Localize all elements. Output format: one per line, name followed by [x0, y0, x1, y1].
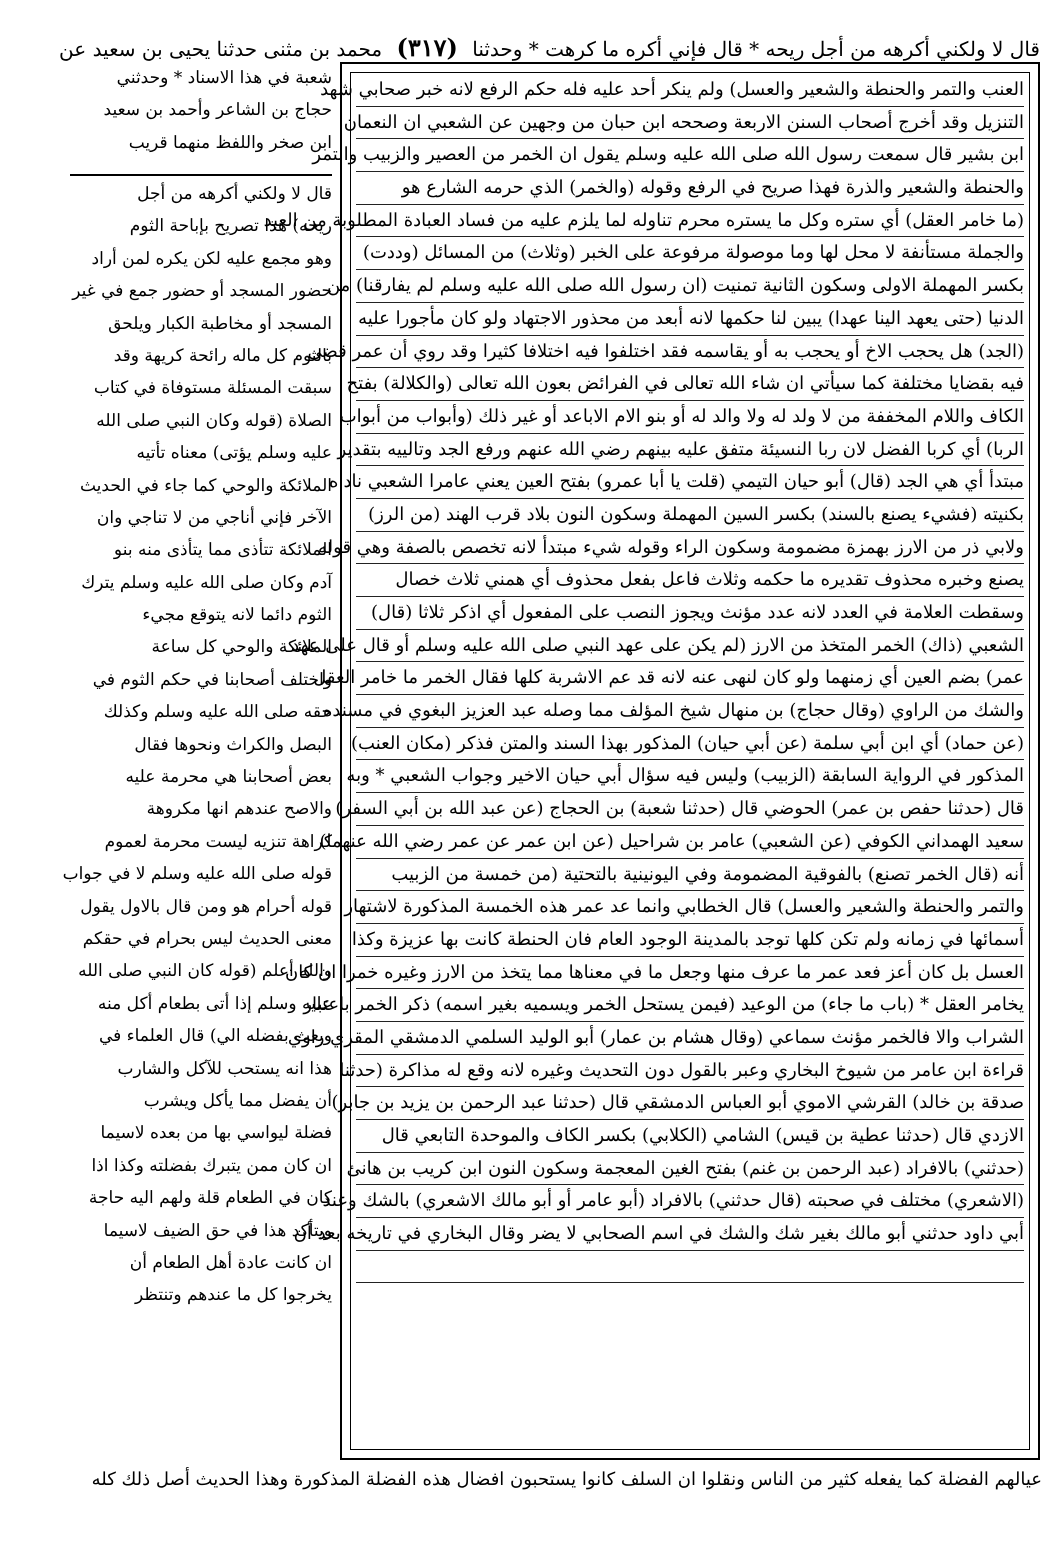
commentary-line: (حدثني) بالافراد (عبد الرحمن بن غنم) بفتح الغين المعجمة وسكون النون ابن كريب بن هانئ [356, 1153, 1024, 1186]
commentary-line: (الجد) هل يحجب الاخ أو يحجب به أو يقاسمه فقد اختلفوا فيه اختلافا كثيرا وقد روي أن عمر قضى [356, 336, 1024, 369]
hadith-line: شعبة في هذا الاسناد * وحدثني [116, 68, 332, 88]
side-commentary-line: حضور المسجد أو حضور جمع في غير [72, 281, 332, 302]
side-commentary-line: وبعث بفضله الي) قال العلماء في [98, 1026, 332, 1047]
side-commentary-line: آدم وكان صلى الله عليه وسلم يترك [81, 572, 332, 593]
side-commentary-line: قوله صلى الله عليه وسلم لا في جواب [62, 864, 332, 885]
side-commentary-line: وهو مجمع عليه لكن يكره لمن أراد [91, 248, 332, 269]
side-commentary-line: كراهة تنزيه ليست محرمة لعموم [104, 831, 332, 852]
commentary-line: وسقطت العلامة في العدد لانه عدد مؤنث ويجوز النصب على المفعول أي اذكر ثلاثا (قال) [356, 597, 1024, 630]
commentary-line: المذكور في الرواية السابقة (الزبيب) وليس فيه سؤال أبي حيان الاخير وجواب الشعبي * وبه [356, 760, 1024, 793]
commentary-line: أنه (قال الخمر تصنع) بالفوقية المضمومة وفي اليونينية بالتحتية (من خمسة من الزبيب [356, 859, 1024, 892]
commentary-line: (عن حماد) أي ابن أبي سلمة (عن أبي حيان) المذكور بهذا السند والمتن فذكر (مكان العنب) [356, 728, 1024, 761]
side-commentary-line: بعض أصحابنا هي محرمة عليه [125, 767, 332, 788]
commentary-line: ولابي ذر من الارز بهمزة مضمومة وسكون الراء وقوله شيء مبتدأ لانه تخصص بالصفة وهي قوله [356, 532, 1024, 565]
side-commentary-column [62, 178, 332, 1460]
side-commentary-line: الصلاة (قوله وكان النبي صلى الله [96, 410, 332, 431]
side-divider [70, 174, 332, 176]
side-commentary-line: ان كانت عادة أهل الطعام أن [129, 1252, 332, 1273]
page-number: (٣١٧) [396, 33, 458, 62]
commentary-line: بكسر المهملة الاولى وسكون الثانية تمنيت (ان رسول الله صلى الله عليه وسلم لم يفارقنا) من [356, 270, 1024, 303]
header-left-text: محمد بن مثنى حدثنا يحيى بن سعيد عن [59, 37, 383, 61]
commentary-line: مبتدأ أي هي الجد (قال) أبو حيان التيمي (قلت يا أبا عمرو) بفتح العين يعني عامرا الشعبي ناداه [356, 466, 1024, 499]
commentary-line: والشك من الراوي (وقال حجاج) بن منهال شيخ المؤلف مما وصله عبد العزيز البغوي في مسنده [356, 695, 1024, 728]
commentary-line: أبي داود حدثني أبو مالك بغير شك والشك في اسم الصحابي لا يضر وقال البخاري في تاريخه بعد أن [356, 1218, 1024, 1251]
commentary-line: الازدي قال (حدثنا عطية بن قيس) الشامي (الكلابي) بكسر الكاف والموحدة التابعي قال [356, 1120, 1024, 1153]
side-commentary-line: والله أعلم (قوله كان النبي صلى الله [78, 961, 332, 982]
side-commentary-line: سبقت المسئلة مستوفاة في كتاب [93, 378, 332, 399]
side-commentary-line: ان كان ممن يتبرك بفضلته وكذا اذا [91, 1155, 332, 1176]
commentary-line: قراءة ابن عامر من شيوخ البخاري وعبر بالقول دون التحديث وغيره لانه وقع له مذاكرة (حدثنا [356, 1055, 1024, 1088]
commentary-line: الشراب والا فالخمر مؤنث سماعي (وقال هشام بن عمار) أبو الوليد السلمي الدمشقي المقري راوي [356, 1022, 1024, 1055]
page-footer-line [70, 1462, 1042, 1498]
commentary-line [356, 1251, 1024, 1284]
side-commentary-line: الآخر فإني أناجي من لا تناجي وان [96, 507, 332, 528]
side-commentary-line: الملائكة والوحي كما جاء في الحديث [79, 475, 332, 496]
side-commentary-line: والاصح عندهم انها مكروهة [146, 799, 332, 820]
commentary-line: الشعبي (ذاك) الخمر المتخذ من الارز (لم يكن على عهد النبي صلى الله عليه وسلم أو قال على عهد [356, 630, 1024, 663]
side-commentary-line: الملائكة تتأذى مما يتأذى منه بنو [113, 540, 332, 561]
side-commentary-line: كان في الطعام قلة ولهم اليه حاجة [88, 1188, 332, 1209]
commentary-line: يخامر العقل * (باب ما جاء) من الوعيد (فيمن يستحل الخمر ويسميه بغير اسمه) ذكر الخمر باعتبار [356, 989, 1024, 1022]
commentary-line: الربا) أي كربا الفضل لان ربا النسيئة متفق عليه بينهم رضي الله عنهم ورفع الجد وتالييه بتقدير [356, 434, 1024, 467]
commentary-line: العسل بل كان أعز فعد عمر ما عرف منها وجعل ما في معناها مما يتخذ من الارز وغيره خمرا ان كان [356, 957, 1024, 990]
side-commentary-line: فضلة ليواسي بها من بعده لاسيما [100, 1123, 332, 1144]
commentary-line: صدقة بن خالد) القرشي الاموي أبو العباس الدمشقي قال (حدثنا عبد الرحمن بن يزيد بن جابر) [356, 1087, 1024, 1120]
side-commentary-line: الثوم دائما لانه يتوقع مجيء [142, 605, 332, 626]
commentary-line: سعيد الهمداني الكوفي (عن الشعبي) عامر بن شراحيل (عن ابن عمر عن عمر رضي الله عنهما) [356, 826, 1024, 859]
side-commentary-line: الملائكة والوحي كل ساعة [151, 637, 332, 658]
side-commentary-line: بالثوم كل ماله رائحة كريهة وقد [113, 345, 332, 366]
commentary-line: الكاف واللام المخففة من لا ولد له ولا والد له أو بنو الام الاباعد أو غير ذلك (وأبواب من أبواب [356, 401, 1024, 434]
commentary-line: أسمائها في زمانه ولم تكن كلها توجد بالمدينة الوجود العام فان الحنطة كانت بها عزيزة وكذا [356, 924, 1024, 957]
commentary-line: ابن بشير قال سمعت رسول الله صلى الله عليه وسلم يقول ان الخمر من العصير والزبيب والتمر [356, 139, 1024, 172]
footer-text: عيالهم الفضلة كما يفعله كثير من الناس ونقلوا ان السلف كانوا يستحبون افضال هذه الفضلة المذكورة وهذا الحديث أصل ذلك كله [91, 1469, 1042, 1490]
hadith-line: ابن صخر واللفظ منهما قريب [128, 132, 332, 153]
commentary-line: والحنطة والشعير والذرة فهذا صريح في الرفع وقوله (والخمر) الذي حرمه الشارع هو [356, 172, 1024, 205]
commentary-line: والتمر والحنطة والشعير والعسل) قال الخطابي وانما عد عمر هذه الخمسة المذكورة لاشتهار [356, 891, 1024, 924]
commentary-line: عمر) بضم العين أي زمنهما ولو كان لنهى عنه لانه قد عم الاشربة كلها فقال الخمر ما خامر العقل [356, 662, 1024, 695]
side-commentary-line: هذا انه يستحب للآكل والشارب [117, 1058, 332, 1079]
hadith-text-block [70, 62, 332, 172]
commentary-line: قال (حدثنا حفص بن عمر) الحوضي قال (حدثنا شعبة) بن الحجاج (عن عبد الله بن أبي السفر) [356, 793, 1024, 826]
side-commentary-line: معنى الحديث ليس بحرام في حقكم [82, 928, 332, 949]
side-commentary-line: يخرجوا كل ما عندهم وتنتظر [135, 1285, 332, 1306]
side-commentary-line: ريحه) هذا تصريح بإباحة الثوم [129, 216, 332, 237]
commentary-line: والجملة مستأنفة لا محل لها وما موصولة مرفوعة على الخبر (وثلاث) من المسائل (وددت) [356, 237, 1024, 270]
side-commentary-line: عليه وسلم يؤتى) معناه تأتيه [136, 443, 332, 464]
commentary-column [263, 74, 1024, 1448]
commentary-line: يصنع وخبره محذوف تقديره ما حكمه وثلاث فاعل بفعل محذوف أي همني ثلاث خصال [356, 564, 1024, 597]
commentary-line: فيه بقضايا مختلفة كما سيأتي ان شاء الله تعالى في الفرائض بعون الله تعالى (والكلالة) بفتح [356, 368, 1024, 401]
side-commentary-line: أن يفضل مما يأكل ويشرب [143, 1090, 332, 1111]
side-commentary-line: المسجد أو مخاطبة الكبار ويلحق [108, 313, 332, 334]
side-commentary-line: واختلف أصحابنا في حكم الثوم في [92, 669, 332, 690]
commentary-line: التنزيل وقد أخرج أصحاب السنن الاربعة وصححه ابن حبان من وجهين عن الشعبي ان النعمان [356, 107, 1024, 140]
side-commentary-line: حقه صلى الله عليه وسلم وكذلك [103, 702, 332, 723]
side-commentary-line: عليه وسلم إذا أتى بطعام أكل منه [97, 993, 332, 1014]
side-commentary-line: ويتأكد هذا في حق الضيف لاسيما [103, 1220, 332, 1241]
hadith-line: حجاج بن الشاعر وأحمد بن سعيد [103, 100, 332, 121]
commentary-line: العنب والتمر والحنطة والشعير والعسل) ولم ينكر أحد عليه فله حكم الرفع لانه خبر صحابي شهد [356, 74, 1024, 107]
commentary-line: بكنيته (فشيء يصنع بالسند) بكسر السين المهملة وسكون النون بلاد قرب الهند (من الرز) [356, 499, 1024, 532]
header-right-text: قال لا ولكني أكرهه من أجل ريحه * قال فإني أكره ما كرهت * وحدثنا [472, 37, 1040, 61]
side-commentary-line: البصل والكراث ونحوها فقال [134, 734, 332, 755]
side-commentary-line: قوله أحرام هو ومن قال بالاول يقول [80, 896, 332, 917]
commentary-line: (ما خامر العقل) أي ستره وكل ما يستره محرم تناوله لما يلزم عليه من فساد العبادة المطلوبة من العبد [356, 205, 1024, 238]
side-commentary-line: قال لا ولكني أكرهه من أجل [137, 184, 332, 204]
commentary-line: (الاشعري) مختلف في صحبته (قال حدثني) بالافراد (أبو عامر أو أبو مالك الاشعري) بالشك وعند [356, 1185, 1024, 1218]
commentary-line: الدنيا (حتى يعهد الينا عهدا) يبين لنا حكمها لانه أبعد من محذور الاجتهاد ولو كان مأجورا عليه [356, 303, 1024, 336]
